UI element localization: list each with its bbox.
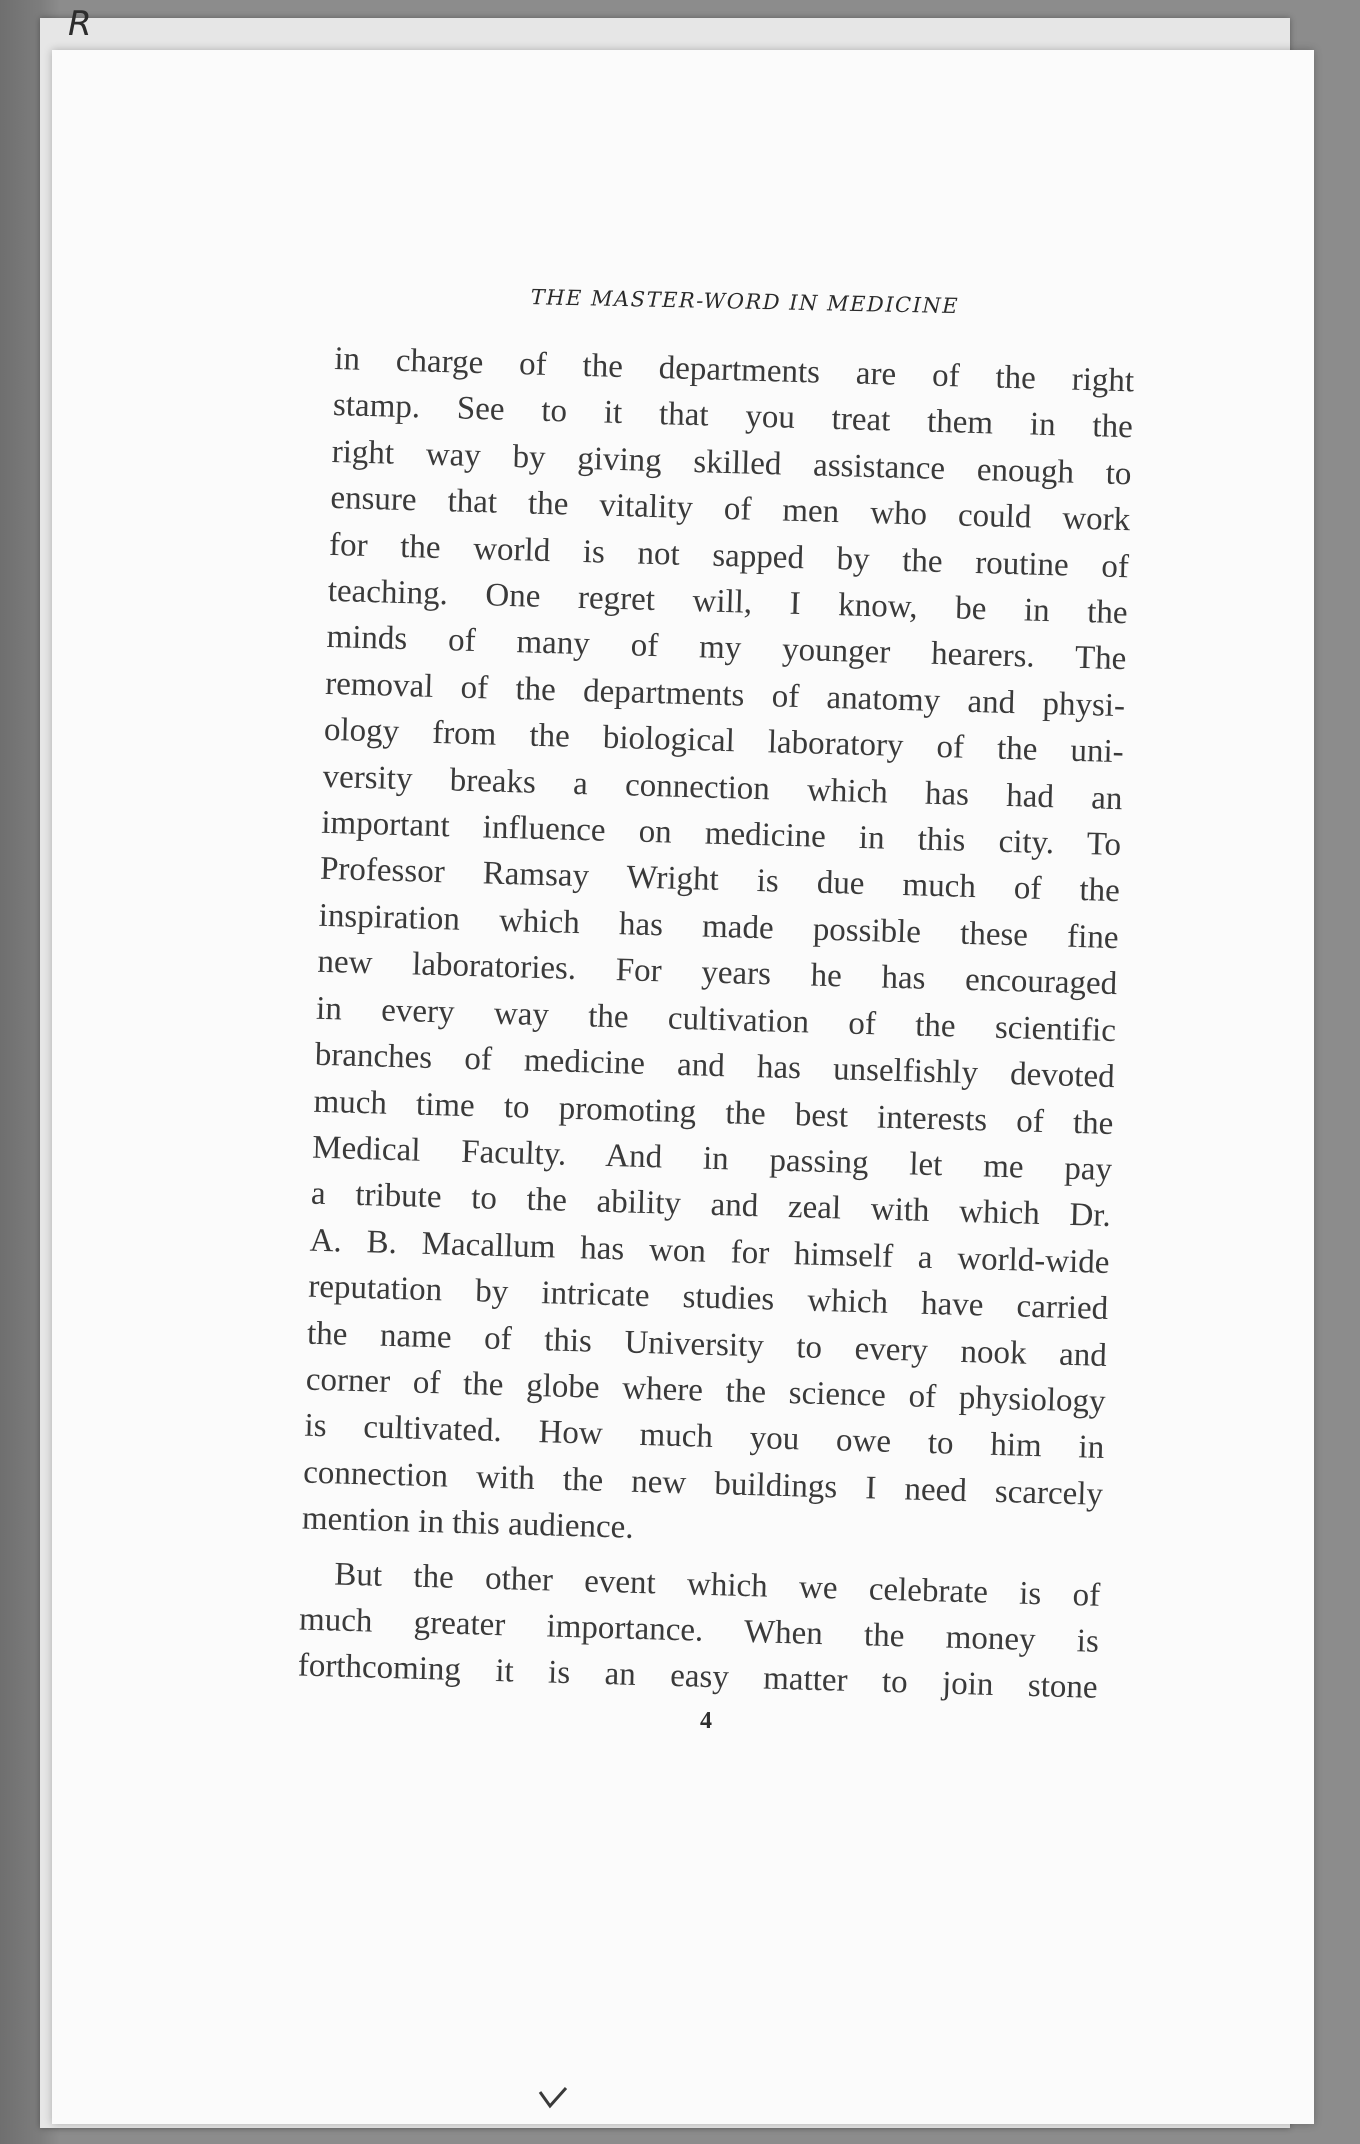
text-line: in every way the cultivation of the scientific: [315, 990, 1117, 1049]
text-line: versity breaks a connection which has had an: [322, 758, 1123, 817]
text-line: in charge of the departments are of the right: [333, 340, 1135, 400]
paragraph-2: [297, 1550, 1101, 1712]
text-line: Medical Faculty. And in passing let me pay: [311, 1129, 1113, 1188]
text-line: connection with the new buildings I need scarcely: [302, 1454, 1104, 1513]
text-line: A. B. Macallum has won for himself a world-wide: [309, 1222, 1110, 1281]
text-line: teaching. One regret will, I know, be in the: [327, 572, 1129, 632]
running-head: THE MASTER-WORD IN MEDICINE: [530, 285, 960, 319]
text-line: much time to promoting the best interests of the: [313, 1083, 1114, 1142]
text-line: right way by giving skilled assistance enough to: [331, 433, 1132, 493]
call-number-line-1: R: [68, 4, 93, 44]
text-line: inspiration which has made possible these fine: [318, 897, 1119, 956]
text-line: Professor Ramsay Wright is due much of the: [319, 851, 1121, 910]
text-line: reputation by intricate studies which have carried: [307, 1268, 1109, 1328]
text-line: mention in this audience.: [301, 1500, 635, 1546]
text-line: But the other event which we celebrate is of: [333, 1556, 1101, 1614]
text-line: forthcoming it is an easy matter to join stone: [297, 1647, 1099, 1707]
text-line: new laboratories. For years he has encouraged: [317, 944, 1118, 1003]
text-line: much greater importance. When the money is: [298, 1601, 1100, 1660]
body-text: [297, 336, 1134, 1712]
text-line: minds of many of my younger hearers. The: [326, 619, 1127, 678]
text-line: important influence on medicine in this city. To: [320, 804, 1122, 864]
text-line: ensure that the vitality of men who could work: [329, 480, 1131, 539]
paragraph-1: [301, 336, 1134, 1564]
text-line: a tribute to the ability and zeal with which Dr.: [310, 1175, 1112, 1235]
checkmark-icon: [538, 2086, 568, 2110]
page-number: 4: [700, 1708, 712, 1734]
text-line: branches of medicine and has unselfishly devoted: [314, 1036, 1116, 1096]
text-line: removal of the departments of anatomy and physi-: [324, 665, 1126, 725]
text-line: corner of the globe where the science of physiology: [305, 1361, 1107, 1420]
text-line: is cultivated. How much you owe to him in: [304, 1407, 1105, 1467]
text-line: for the world is not sapped by the routine of: [328, 526, 1130, 585]
text-line: stamp. See to it that you treat them in the: [332, 387, 1134, 446]
text-line: the name of this University to every nook and: [306, 1315, 1108, 1374]
text-line: ology from the biological laboratory of the uni-: [323, 712, 1125, 771]
